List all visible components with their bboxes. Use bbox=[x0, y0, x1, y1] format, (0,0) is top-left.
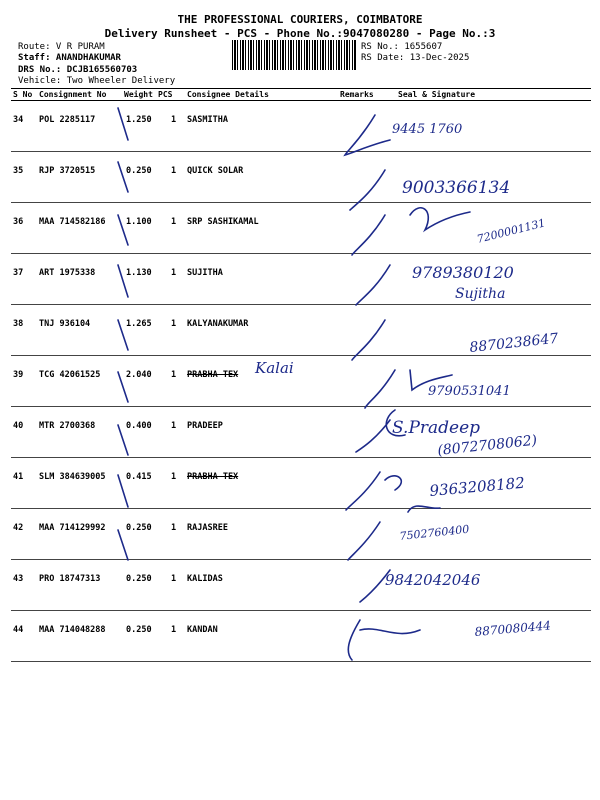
table-row bbox=[11, 356, 591, 407]
handwritten-r40a: S.Pradeep bbox=[392, 418, 481, 438]
row-consignment: MAA 714048288 bbox=[39, 625, 106, 635]
company-title: THE PROFESSIONAL COURIERS, COIMBATORE bbox=[177, 13, 423, 26]
row-pcs: 1 bbox=[171, 268, 177, 278]
handwritten-r44: 8870080444 bbox=[474, 618, 552, 639]
table-row bbox=[11, 407, 591, 458]
row-consignee: PRADEEP bbox=[187, 421, 223, 431]
row-weight: 0.250 bbox=[126, 625, 152, 635]
row-weight: 1.265 bbox=[126, 319, 152, 329]
row-weight: 0.250 bbox=[126, 166, 152, 176]
col-pcs: PCS bbox=[158, 90, 173, 99]
row-weight: 2.040 bbox=[126, 370, 152, 380]
col-sno: S No bbox=[13, 90, 33, 99]
drs-number: DRS No.: DCJB165560703 bbox=[18, 65, 138, 75]
row-sno: 34 bbox=[13, 115, 24, 125]
col-consignee: Consignee Details bbox=[187, 90, 269, 99]
row-pcs: 1 bbox=[171, 523, 177, 533]
runsheet-subtitle: Delivery Runsheet - PCS - Phone No.:9047080280 - Page No.:3 bbox=[104, 27, 496, 40]
row-pcs: 1 bbox=[171, 421, 177, 431]
handwritten-r37a: 9789380120 bbox=[412, 263, 514, 282]
row-sno: 42 bbox=[13, 523, 24, 533]
table-row bbox=[11, 203, 591, 254]
table-row bbox=[11, 152, 591, 203]
handwritten-r39a: Kalai bbox=[255, 359, 294, 377]
row-consignment: MAA 714129992 bbox=[39, 523, 106, 533]
handwritten-r43: 9842042046 bbox=[385, 571, 481, 589]
handwritten-r35: 9003366134 bbox=[402, 178, 511, 198]
row-weight: 1.100 bbox=[126, 217, 152, 227]
row-pcs: 1 bbox=[171, 370, 177, 380]
handwritten-r41: 9363208182 bbox=[428, 473, 526, 500]
row-consignee: RAJASREE bbox=[187, 523, 228, 533]
handwritten-r42: 7502760400 bbox=[398, 522, 470, 543]
handwritten-r38: 8870238647 bbox=[468, 330, 560, 356]
row-consignment: PRO 18747313 bbox=[39, 574, 101, 584]
row-consignment: POL 2285117 bbox=[39, 115, 96, 125]
handwritten-r37b: Sujitha bbox=[455, 286, 506, 302]
table-row bbox=[11, 509, 591, 560]
col-weight: Weight bbox=[124, 90, 153, 99]
table-row bbox=[11, 560, 591, 611]
row-consignment: ART 1975338 bbox=[39, 268, 96, 278]
col-seal: Seal & Signature bbox=[398, 90, 476, 99]
row-weight: 0.415 bbox=[126, 472, 152, 482]
row-consignee: PRABHA TEX bbox=[187, 370, 239, 380]
header-top-rule bbox=[11, 88, 591, 89]
vehicle: Vehicle: Two Wheeler Delivery bbox=[18, 76, 176, 86]
row-pcs: 1 bbox=[171, 166, 177, 176]
row-consignee: SASMITHA bbox=[187, 115, 228, 125]
staff: Staff: ANANDHAKUMAR bbox=[18, 53, 121, 63]
row-weight: 0.400 bbox=[126, 421, 152, 431]
rs-date: RS Date: 13-Dec-2025 bbox=[361, 53, 470, 63]
handwritten-r36: 7200001131 bbox=[475, 216, 547, 246]
handwritten-r39b: 9790531041 bbox=[428, 384, 511, 399]
row-weight: 1.250 bbox=[126, 115, 152, 125]
table-row bbox=[11, 254, 591, 305]
row-consignment: TCG 42061525 bbox=[39, 370, 101, 380]
row-consignment: RJP 3720515 bbox=[39, 166, 96, 176]
row-consignment: MTR 2700368 bbox=[39, 421, 96, 431]
row-weight: 1.130 bbox=[126, 268, 152, 278]
row-consignee: SUJITHA bbox=[187, 268, 223, 278]
row-consignment: SLM 384639005 bbox=[39, 472, 106, 482]
rs-number: RS No.: 1655607 bbox=[361, 42, 443, 52]
row-pcs: 1 bbox=[171, 217, 177, 227]
row-pcs: 1 bbox=[171, 574, 177, 584]
row-sno: 41 bbox=[13, 472, 24, 482]
row-sno: 36 bbox=[13, 217, 24, 227]
col-consignment: Consignment No bbox=[39, 90, 107, 99]
row-consignment: TNJ 936104 bbox=[39, 319, 91, 329]
handwritten-r34: 9445 1760 bbox=[392, 122, 463, 137]
table-row bbox=[11, 305, 591, 356]
row-pcs: 1 bbox=[171, 115, 177, 125]
row-weight: 0.250 bbox=[126, 523, 152, 533]
row-sno: 40 bbox=[13, 421, 24, 431]
row-consignee: PRABHA TEX bbox=[187, 472, 239, 482]
row-consignee: KALYANAKUMAR bbox=[187, 319, 249, 329]
row-weight: 0.250 bbox=[126, 574, 152, 584]
row-consignee: SRP SASHIKAMAL bbox=[187, 217, 259, 227]
row-pcs: 1 bbox=[171, 319, 177, 329]
row-consignment: MAA 714582186 bbox=[39, 217, 106, 227]
barcode bbox=[232, 40, 356, 70]
route: Route: V R PURAM bbox=[18, 42, 105, 52]
row-sno: 44 bbox=[13, 625, 24, 635]
col-remarks: Remarks bbox=[340, 90, 374, 99]
table-row bbox=[11, 101, 591, 152]
row-sno: 39 bbox=[13, 370, 24, 380]
row-sno: 43 bbox=[13, 574, 24, 584]
row-sno: 35 bbox=[13, 166, 24, 176]
row-pcs: 1 bbox=[171, 625, 177, 635]
table-row bbox=[11, 458, 591, 509]
row-consignee: KANDAN bbox=[187, 625, 218, 635]
row-pcs: 1 bbox=[171, 472, 177, 482]
row-consignee: QUICK SOLAR bbox=[187, 166, 244, 176]
table-row bbox=[11, 611, 591, 662]
row-sno: 38 bbox=[13, 319, 24, 329]
handwritten-r40b: (8072708062) bbox=[436, 432, 538, 459]
row-consignee: KALIDAS bbox=[187, 574, 223, 584]
row-sno: 37 bbox=[13, 268, 24, 278]
